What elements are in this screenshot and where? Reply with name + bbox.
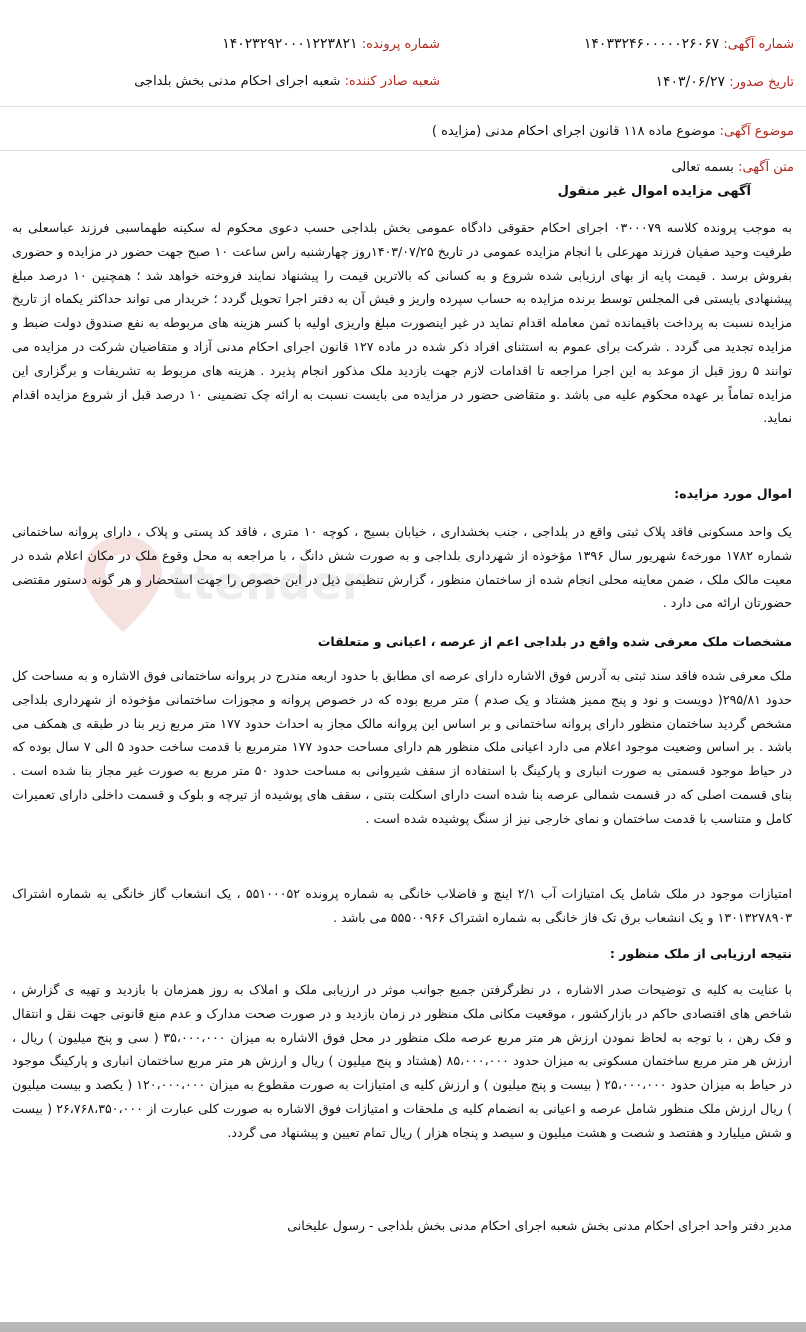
specs-heading: مشخصات ملک معرفی شده واقع در بلداجی اعم از عرصه ، اعیانی و متعلقات (317, 634, 792, 649)
utilities-paragraph: امتیازات موجود در ملک شامل یک امتیازات آب ۲/۱ اینچ و فاضلاب خانگی به شماره پرونده ۵۵۱۰۰۰۵۲ ، یک انشعاب گاز خانگی به شماره اشتراک ۱۳۰۱۳۲۷۸۹۰۳ و یک انشعاب برق تک فاز خانگی به شماره اشتراک ۵۵۵۰۰۹۶۶ می باشد . (12, 886, 792, 925)
bottom-bar (0, 1322, 806, 1332)
subject-label: موضوع آگهی: (719, 124, 794, 139)
issue-date-value: ۱۴۰۳/۰۶/۲۷ (655, 74, 726, 90)
ad-number-value: ۱۴۰۳۳۲۴۶۰۰۰۰۰۲۶۰۶۷ (583, 36, 720, 52)
signature: مدیر دفتر واحد اجرای احکام مدنی بخش شعبه اجرای احکام مدنی بخش بلداجی - رسول علیخانی (287, 1218, 792, 1233)
issuer-label: شعبه صادر کننده: (344, 74, 440, 89)
file-number (222, 36, 440, 52)
specs-paragraph: ملک معرفی شده فاقد سند ثبتی به آدرس فوق الاشاره دارای عرصه ای مطابق با حدود اربعه مندرج در پروانه ساختمانی فوق الاشاره و به مساحت کل حدود ۲۹۵/۸۱( دویست و نود و پنج ممیز هشتاد و یک صدم ) متر مربع بوده که در خصوص پروانه و مجوزات ساختمانی مؤخوذه از شهرداری بلداجی مشخص گردید ساختمان منظور دارای پروانه ساختمانی و بر اساس این پروانه مالک مجاز به احداث حدود ۱۷۷ متر مربع زیر بنا در طبقه ی همکف می باشد . بر اساس وضعیت موجود اعلام می دارد اعیانی ملک منظور هم دارای مساحت حدود ۱۷۷ مترمربع با قدمت ساخت حدود ۵ الی ۷ سال بوده که در حیاط موجود قسمتی به صورت انباری و پارکینگ با استفاده از سقف شیروانی به مساحت حدود ۵۰ متر مربع به صورت غیر مجاز بنا شده است . بنای قسمت اصلی که در قسمت شمالی عرصه بنا شده است دارای اسکلت بتنی ، سقف های پوشیده از تیرچه و بلوک و قسمت داخلی دارای تعمیرات کامل و متناسب با قدمت ساختمان و نمای خارجی نیز از سنگ پوشیده شده است . (12, 668, 792, 826)
assets-paragraph: یک واحد مسکونی فاقد پلاک ثبتی واقع در بلداجی ، جنب بخشداری ، خیابان بسیج ، کوچه ۱۰ متری ، فاقد کد پستی و پلاک ، دارای پروانه ساختمانی شماره ۱۷۸۲ مورخه٤ شهریور سال ۱۳۹۶ مؤخوذه از شهرداری بلداجی و به صورت شش دانگ ، با مراجعه به محل وقوع ملک در مکان اعلام شده در معیت مالک ملک ، ضمن معاینه محلی انجام شده از ساختمان منظور ، گزارش تنظیمی ذیل در این خصوص را جهت استحضار و هر گونه دستور مقتضی حضورتان ارائه می دارد . (12, 524, 793, 611)
file-number-value: ۱۴۰۲۳۲۹۲۰۰۰۱۲۲۳۸۲۱ (222, 36, 358, 52)
result-heading: نتیجه ارزیابی از ملک منظور : (609, 946, 792, 961)
ad-number-label: شماره آگهی: (723, 37, 794, 52)
watermark-text: ttender (170, 556, 365, 610)
intro-paragraph: به موجب پرونده کلاسه ۰۳۰۰۰۷۹ اجرای احکام حقوقی دادگاه عمومی بخش بلداجی حسب دعوی محکوم له سکینه طهماسبی فرزند عباسعلی به طرفیت وحید صفیان فرزند مهرعلی با انجام مزایده عمومی در تاریخ ۱۴۰۳/۰۷/۲۵روز چهارشنبه راس ساعت ۱۰ صبح جهت حضور در مزایده و حضوری بفروش برسد . قیمت پایه از بهای ارزیابی شده شروع و به کسانی که بالاترین قیمت را پیشنهاد نمایند فروخته خواهد شد ؛ همچنین ۱۰ درصد مبلغ پیشنهادی بایستی فی المجلس توسط برنده مزایده به حساب سپرده واریز و فیش آن به دفتر اجرا تحویل گردد ؛ خریدار می تواند حداکثر یکماه از تاریخ مزایده نسبت به پرداخت باقیمانده ثمن معامله اقدام نماید در غیر اینصورت مبلغ واریزی اولیه با کسر هزینه های مربوطه به نفع صندوق دولت ضبط و مزایده تجدید می گردد . شرکت برای عموم به استثنای افراد ذکر شده در ماده ۱۲۷ قانون اجرای احکام مدنی آزاد و متقاضیان شرکت در مزایده می توانند ۵ روز قبل از موعد به این اجرا مراجعه تا اقدامات لازم جهت بازدید ملک مذکور انجام پذیرد . هزینه های مربوط به تشریفات و برگزاری این مزایده تماماً بر عهده محکوم علیه می باشد .و متقاضی حضور در مزایده می بایست نسبت به ارائه چک تضمینی ۱۰ درصد قبل از شروع مزایده اقدام نماید. (12, 220, 793, 426)
divider (0, 150, 806, 151)
divider (0, 106, 806, 107)
file-number-label: شماره پرونده: (361, 37, 440, 52)
notice-title: آگهی مزایده اموال غیر منقول (557, 184, 751, 199)
issuer-value: شعبه اجرای احکام مدنی بخش بلداجی (134, 74, 341, 89)
issuer (134, 74, 440, 89)
text-header (671, 160, 794, 175)
assets-heading: اموال مورد مزایده: (674, 486, 792, 501)
ad-number (584, 36, 794, 52)
bismillah: بسمه تعالی (671, 160, 734, 175)
subject-value: موضوع ماده ۱۱۸ قانون اجرای احکام مدنی (مزایده ) (431, 124, 716, 139)
issue-date (655, 74, 794, 90)
subject (432, 124, 794, 139)
issue-date-label: تاریخ صدور: (729, 75, 794, 90)
text-label: متن آگهی: (738, 160, 794, 175)
result-paragraph: با عنایت به کلیه ی توضیحات صدر الاشاره ، در نظرگرفتن جمیع جوانب موثر در ارزیابی ملک و املاک به روز همزمان با بازدید و تهیه ی گزارش ، شاخص های اقتصادی حاکم در بازارکشور ، موقعیت مکانی ملک منظور در زمان بازدید و در صورت صحت مدارک و عدم منع قانونی جهت نقل و انتقال و فک رهن ، با توجه به لحاظ نمودن ارزش هر متر مربع عرصه ملک منظور در محل فوق الاشاره به میزان ۳۵،۰۰۰،۰۰۰ ( سی و پنج میلیون ) ریال ، ارزش هر متر مربع ساختمان مسکونی به میزان حدود ۸۵،۰۰۰،۰۰۰ (هشتاد و پنج میلیون ) ریال و ارزش هر متر مربع ساختمان انباری و پارکینگ موجود در حیاط به میزان حدود ۲۵،۰۰۰،۰۰۰ ( بیست و پنج میلیون ) و ارزش کلیه ی امتیازات به صورت مقطوع به میزان ۱۲۰،۰۰۰،۰۰۰ ( یکصد و بیست میلیون ) ریال ارزش ملک منظور شامل عرصه و اعیانی به انضمام کلیه ی ملحقات و امتیازات فوق الاشاره به صورت کلی عبارت از ۲۶،۷۶۸،۳۵۰،۰۰۰ ( بیست و شش میلیارد و هفتصد و شصت و هشت میلیون و سیصد و پنجاه هزار ) ریال تمام تعیین و پیشنهاد می گردد. (12, 982, 793, 1140)
